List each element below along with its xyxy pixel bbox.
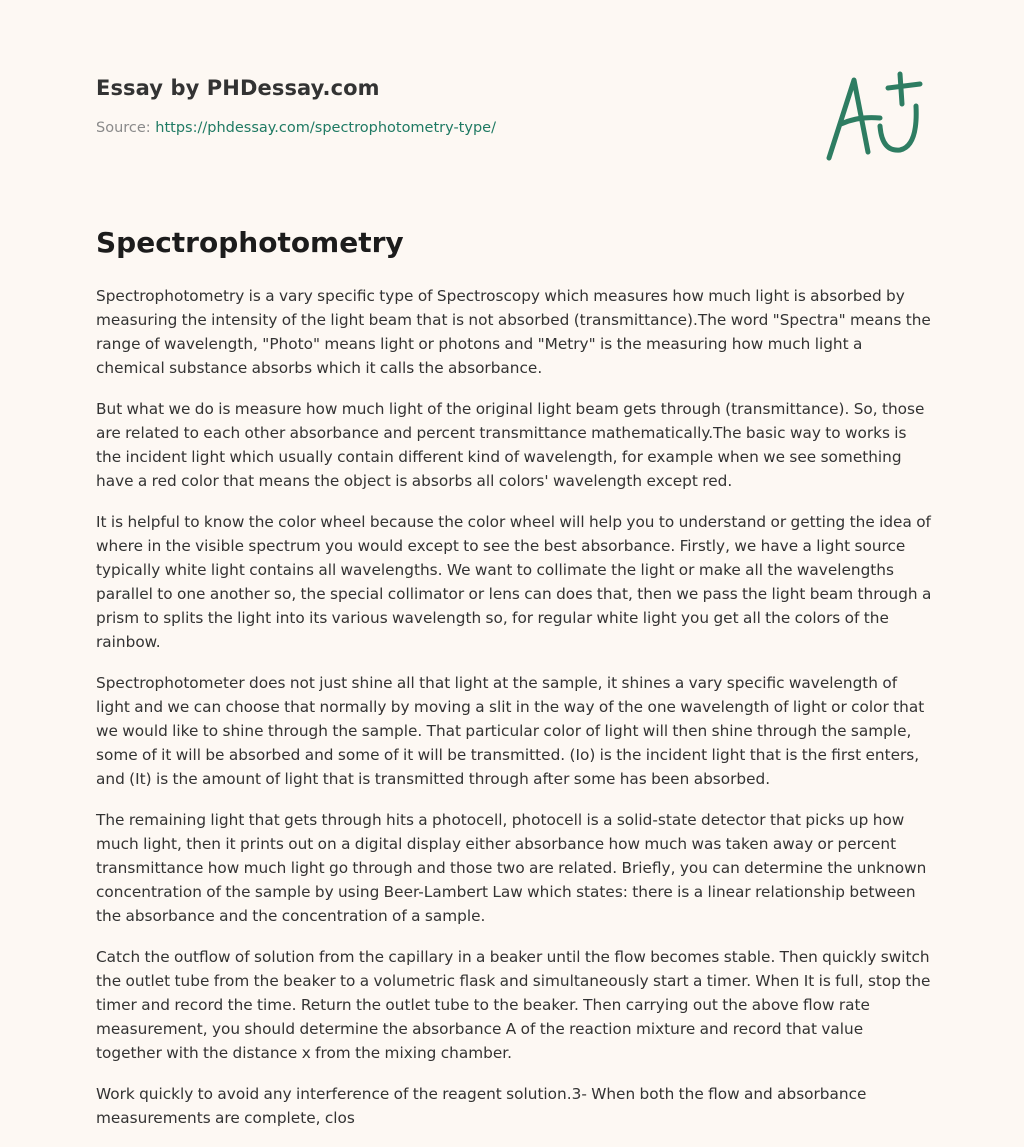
paragraph: Work quickly to avoid any interference of the reagent solution.3- When both the flow and absorbance measurements are complete, clos bbox=[96, 1085, 867, 1127]
page-header bbox=[96, 76, 496, 136]
source-link[interactable]: https://phdessay.com/spectrophotometry-type/ bbox=[155, 120, 496, 136]
paragraph: The remaining light that gets through hits a photocell, photocell is a solid-state detector that picks up how much light, then it prints out on a digital display either absorbance how much was taken away or percent transmittance how much light go through and those two are related. Briefly, you can determine the unknown concentration of the sample by using Beer-Lambert Law which states: there is a linear relationship between the absorbance and the concentration of a sample. bbox=[96, 811, 927, 925]
source-label: Source: bbox=[96, 120, 151, 136]
paragraph: But what we do is measure how much light of the original light beam gets through (transmittance). So, those are related to each other absorbance and percent transmittance mathematically.The basic way to works is the incident light which usually contain different kind of wavelength, for example when we see something have a red color that means the object is absorbs all colors' wavelength except red. bbox=[96, 400, 925, 490]
site-title: Essay by PHDessay.com bbox=[96, 76, 380, 100]
article-body bbox=[96, 284, 932, 1147]
paragraph: Catch the outflow of solution from the capillary in a beaker until the flow becomes stable. Then quickly switch the outlet tube from the beaker to a volumetric flask and simultaneously start a timer. When It is full, stop the timer and record the time. Return the outlet tube to the beaker. Then carrying out the above flow rate measurement, you should determine the absorbance A of the reaction mixture and record that value together with the distance x from the mixing chamber. bbox=[96, 948, 931, 1062]
paragraph: Spectrophotometer does not just shine all that light at the sample, it shines a vary specific wavelength of light and we can choose that normally by moving a slit in the way of the one wavelength of light or color that we would like to shine through the sample. That particular color of light will then shine through the sample, some of it will be absorbed and some of it will be transmitted. (Io) is the incident light that is the first enters, and (It) is the amount of light that is transmitted through after some has been absorbed. bbox=[96, 674, 925, 788]
article-title: Spectrophotometry bbox=[96, 226, 404, 259]
paragraph: Spectrophotometry is a vary specific type of Spectroscopy which measures how much light is absorbed by measuring the intensity of the light beam that is not absorbed (transmittance).The word "Spectra" means the range of wavelength, "Photo" means light or photons and "Metry" is the measuring how much light a chemical substance absorbs which it calls the absorbance. bbox=[96, 287, 931, 377]
paragraph: It is helpful to know the color wheel because the color wheel will help you to understand or getting the idea of where in the visible spectrum you would except to see the best absorbance. Firstly, we have a light source typically white light contains all wavelengths. We want to collimate the light or make all the wavelengths parallel to one another so, the special collimator or lens can does that, then we pass the light beam through a prism to splits the light into its various wavelength so, for regular white light you get all the colors of the rainbow. bbox=[96, 513, 932, 651]
source-line bbox=[96, 120, 496, 136]
a-plus-logo-icon bbox=[820, 68, 928, 164]
